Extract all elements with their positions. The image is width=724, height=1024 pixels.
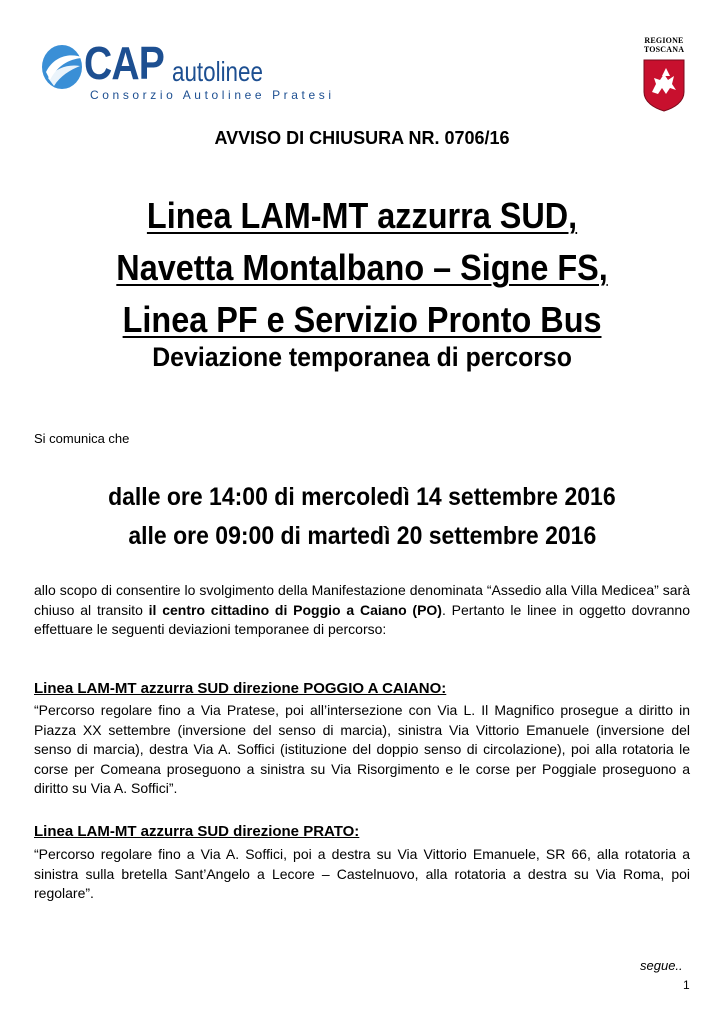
- closed-area: il centro cittadino di Poggio a Caiano (PO): [148, 601, 442, 618]
- section-text-poggio: “Percorso regolare fino a Via Pratese, poi all’intersezione con Via L. Il Magnifico prosegue a diritto in Piazza XX settembre (inversione del senso di marcia), sinistra Via Vittorio Emanuele (inversione del senso di marcia), destra Via A. Soffici (istituzione del doppio senso di circolazione), poi alla rotatoria le corse per Comeana proseguono a sinistra su Via Risorgimento e le corse per Poggiale proseguono a diritto su Via A. Soffici”.: [34, 702, 690, 796]
- logo-brand: CAP: [84, 37, 165, 89]
- subtitle: Deviazione temporanea di percorso: [152, 342, 572, 372]
- region-line1: REGIONE: [644, 36, 684, 45]
- title-line-3: Linea PF e Servizio Pronto Bus: [122, 299, 602, 340]
- date-to: alle ore 09:00 di martedì 20 settembre 2016: [128, 522, 596, 550]
- continued-marker: segue..: [640, 958, 683, 973]
- logo-product: autolinee: [172, 56, 263, 87]
- page-number: 1: [683, 978, 690, 992]
- intro-text: Si comunica che: [34, 431, 130, 446]
- section-text-prato: “Percorso regolare fino a Via A. Soffici, poi a destra su Via Vittorio Emanuele, SR 66, alla rotatoria a sinistra sulla bretella Sant’Angelo a Lecore – Castelnuovo, alla rotatoria a destra su Via Roma, poi regolare”.: [34, 846, 690, 901]
- pegasus-shield-icon: [642, 58, 686, 112]
- title-line-1: Linea LAM-MT azzurra SUD,: [146, 195, 578, 236]
- closure-dates: [0, 478, 724, 556]
- page-title: [0, 190, 724, 346]
- date-from: dalle ore 14:00 di mercoledì 14 settembre 2016: [108, 483, 616, 511]
- regione-toscana-logo: [636, 36, 692, 117]
- cap-swoosh-icon: [40, 42, 88, 92]
- section-heading-poggio: Linea LAM-MT azzurra SUD direzione POGGIO A CAIANO:: [34, 680, 447, 697]
- section-heading-prato: Linea LAM-MT azzurra SUD direzione PRATO:: [34, 823, 360, 840]
- purpose-paragraph: allo scopo di consentire lo svolgimento della Manifestazione denominata “Assedio alla Villa Medicea” sarà chiuso al transito il centro cittadino di Poggio a Caiano (PO). Pertanto le linee in oggetto dovranno effettuare le seguenti deviazioni temporanee di percorso:: [34, 582, 690, 637]
- cap-autolinee-logo: [40, 37, 335, 108]
- logo-tagline: Consorzio Autolinee Pratesi: [90, 88, 335, 102]
- title-line-2: Navetta Montalbano – Signe FS,: [116, 247, 608, 288]
- region-line2: TOSCANA: [643, 45, 685, 54]
- notice-number: AVVISO DI CHIUSURA NR. 0706/16: [214, 128, 510, 148]
